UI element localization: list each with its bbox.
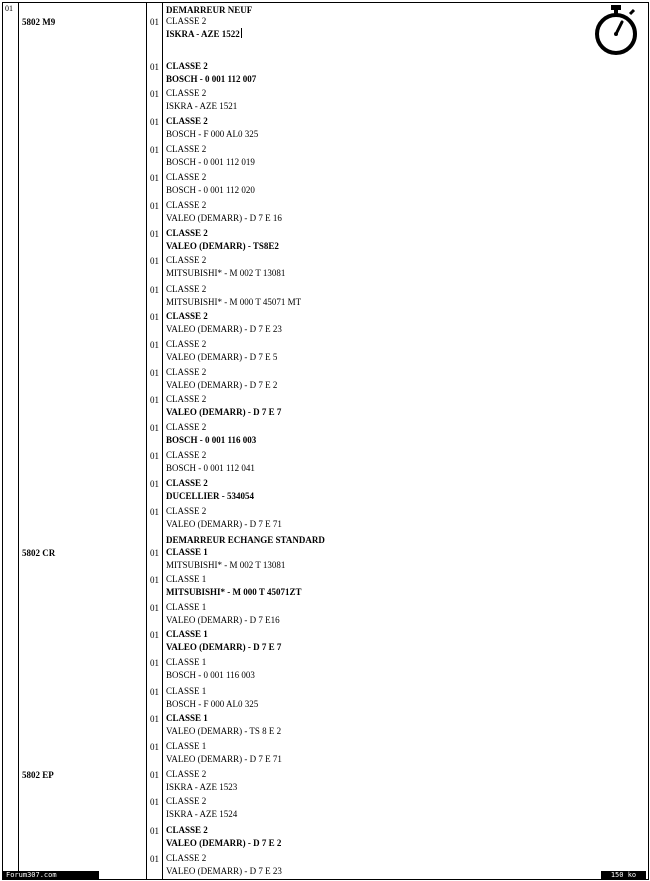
part-entry — [166, 283, 301, 309]
classe-label: CLASSE 2 — [166, 339, 207, 349]
part-entry — [166, 852, 282, 878]
quantity: 01 — [150, 854, 159, 864]
quantity: 01 — [150, 395, 159, 405]
quantity: 01 — [150, 17, 159, 27]
quantity: 01 — [150, 742, 159, 752]
part-entry — [166, 768, 237, 794]
part-reference: VALEO (DEMARR) - D 7 E 7 — [166, 642, 282, 652]
classe-label: CLASSE 2 — [166, 506, 207, 516]
quantity: 01 — [150, 687, 159, 697]
part-reference: BOSCH - F 000 AL0 325 — [166, 129, 259, 139]
quantity: 01 — [150, 173, 159, 183]
part-reference: VALEO (DEMARR) - D 7 E16 — [166, 615, 280, 625]
quantity: 01 — [150, 603, 159, 613]
classe-label: CLASSE 1 — [166, 741, 207, 751]
part-entry — [166, 656, 255, 682]
part-reference: ISKRA - AZE 1522 — [166, 29, 240, 39]
part-reference: BOSCH - 0 001 112 020 — [166, 185, 255, 195]
part-entry — [166, 824, 281, 850]
classe-label: CLASSE 2 — [166, 450, 207, 460]
part-entry — [166, 573, 301, 599]
classe-label: CLASSE 2 — [166, 478, 208, 488]
quantity: 01 — [150, 575, 159, 585]
part-reference: ISKRA - AZE 1521 — [166, 101, 238, 111]
quantity: 01 — [150, 368, 159, 378]
document-frame — [2, 2, 649, 880]
part-entry — [166, 115, 258, 141]
reference-code: 5802 M9 — [22, 17, 56, 27]
part-entry — [166, 143, 255, 169]
column-divider — [146, 2, 147, 879]
quantity: 01 — [150, 479, 159, 489]
quantity: 01 — [150, 201, 159, 211]
classe-label: CLASSE 2 — [166, 228, 208, 238]
part-reference: MITSUBISHI* - M 000 T 45071ZT — [166, 587, 302, 597]
classe-label: CLASSE 2 — [166, 853, 207, 863]
part-entry — [166, 685, 258, 711]
quantity: 01 — [150, 62, 159, 72]
part-reference: VALEO (DEMARR) - D 7 E 5 — [166, 352, 278, 362]
part-entry — [166, 628, 281, 654]
part-entry — [166, 254, 285, 280]
quantity: 01 — [150, 770, 159, 780]
part-reference: VALEO (DEMARR) - TS8E2 — [166, 241, 279, 251]
quantity: 01 — [150, 340, 159, 350]
quantity: 01 — [150, 89, 159, 99]
part-reference: VALEO (DEMARR) - D 7 E 2 — [166, 838, 282, 848]
column-divider — [18, 2, 19, 879]
reference-code: 5802 CR — [22, 548, 56, 558]
quantity: 01 — [150, 548, 159, 558]
classe-label: CLASSE 1 — [166, 713, 208, 723]
part-reference: MITSUBISHI* - M 002 T 13081 — [166, 560, 286, 570]
part-reference: MITSUBISHI* - M 000 T 45071 MT — [166, 297, 302, 307]
part-reference: BOSCH - 0 001 116 003 — [166, 435, 257, 445]
part-entry — [166, 505, 282, 531]
classe-label: CLASSE 2 — [166, 825, 208, 835]
classe-label: CLASSE 1 — [166, 547, 208, 557]
classe-label: CLASSE 2 — [166, 61, 208, 71]
classe-label: CLASSE 2 — [166, 394, 207, 404]
reference-code: 5802 EP — [22, 770, 54, 780]
classe-label: CLASSE 2 — [166, 284, 207, 294]
part-reference: VALEO (DEMARR) - D 7 E 16 — [166, 213, 282, 223]
classe-label: CLASSE 1 — [166, 686, 207, 696]
quantity: 01 — [150, 285, 159, 295]
quantity: 01 — [150, 714, 159, 724]
part-entry — [166, 171, 255, 197]
part-reference: BOSCH - 0 001 112 041 — [166, 463, 255, 473]
category-title: DEMARREUR NEUF — [166, 5, 253, 15]
part-entry — [166, 199, 282, 225]
quantity: 01 — [150, 117, 159, 127]
classe-label: CLASSE 2 — [166, 769, 207, 779]
quantity: 01 — [150, 423, 159, 433]
quantity: 01 — [150, 797, 159, 807]
classe-label: CLASSE 1 — [166, 657, 207, 667]
part-reference: MITSUBISHI* - M 002 T 13081 — [166, 268, 286, 278]
part-reference: VALEO (DEMARR) - D 7 E 71 — [166, 519, 282, 529]
part-entry — [166, 421, 256, 447]
quantity: 01 — [150, 658, 159, 668]
part-reference: ISKRA - AZE 1524 — [166, 809, 238, 819]
category-title: DEMARREUR ECHANGE STANDARD — [166, 535, 325, 545]
part-reference: DUCELLIER - 534054 — [166, 491, 255, 501]
quantity: 01 — [150, 507, 159, 517]
part-entry — [166, 601, 280, 627]
part-entry — [166, 60, 256, 86]
classe-label: CLASSE 2 — [166, 255, 207, 265]
part-reference: VALEO (DEMARR) - D 7 E 2 — [166, 380, 278, 390]
text-cursor — [241, 28, 242, 38]
quantity: 01 — [150, 451, 159, 461]
classe-label: CLASSE 2 — [166, 172, 207, 182]
part-reference: ISKRA - AZE 1523 — [166, 782, 238, 792]
part-entry — [166, 449, 255, 475]
classe-label: CLASSE 2 — [166, 116, 208, 126]
part-entry — [166, 477, 254, 503]
part-reference: VALEO (DEMARR) - D 7 E 23 — [166, 324, 282, 334]
quantity: 01 — [150, 256, 159, 266]
part-entry — [166, 338, 277, 364]
classe-label: CLASSE 1 — [166, 602, 207, 612]
part-reference: VALEO (DEMARR) - D 7 E 71 — [166, 754, 282, 764]
part-entry — [166, 393, 281, 419]
column-number: 01 — [5, 4, 13, 13]
classe-label: CLASSE 2 — [166, 311, 208, 321]
classe-label: CLASSE 2 — [166, 796, 207, 806]
quantity: 01 — [150, 312, 159, 322]
part-entry — [166, 310, 282, 336]
part-entry — [166, 546, 285, 572]
part-entry — [166, 227, 279, 253]
footer-size: 150 ko — [601, 871, 646, 880]
classe-label: CLASSE 2 — [166, 16, 207, 26]
footer-site: Forum307.com — [3, 871, 99, 880]
stopwatch-icon — [592, 4, 640, 56]
part-entry — [166, 795, 237, 821]
quantity: 01 — [150, 145, 159, 155]
part-reference: BOSCH - F 000 AL0 325 — [166, 699, 259, 709]
classe-label: CLASSE 1 — [166, 629, 208, 639]
part-entry — [166, 740, 282, 766]
classe-label: CLASSE 2 — [166, 200, 207, 210]
classe-label: CLASSE 1 — [166, 574, 207, 584]
part-entry — [166, 15, 242, 41]
part-reference: VALEO (DEMARR) - D 7 E 23 — [166, 866, 282, 876]
classe-label: CLASSE 2 — [166, 422, 207, 432]
quantity: 01 — [150, 826, 159, 836]
column-divider — [162, 2, 163, 879]
part-reference: BOSCH - 0 001 112 019 — [166, 157, 255, 167]
part-reference: BOSCH - 0 001 112 007 — [166, 74, 257, 84]
classe-label: CLASSE 2 — [166, 88, 207, 98]
classe-label: CLASSE 2 — [166, 367, 207, 377]
classe-label: CLASSE 2 — [166, 144, 207, 154]
part-entry — [166, 366, 277, 392]
part-reference: BOSCH - 0 001 116 003 — [166, 670, 255, 680]
quantity: 01 — [150, 229, 159, 239]
part-entry — [166, 87, 237, 113]
part-reference: VALEO (DEMARR) - D 7 E 7 — [166, 407, 282, 417]
part-entry — [166, 712, 281, 738]
quantity: 01 — [150, 630, 159, 640]
part-reference: VALEO (DEMARR) - TS 8 E 2 — [166, 726, 282, 736]
